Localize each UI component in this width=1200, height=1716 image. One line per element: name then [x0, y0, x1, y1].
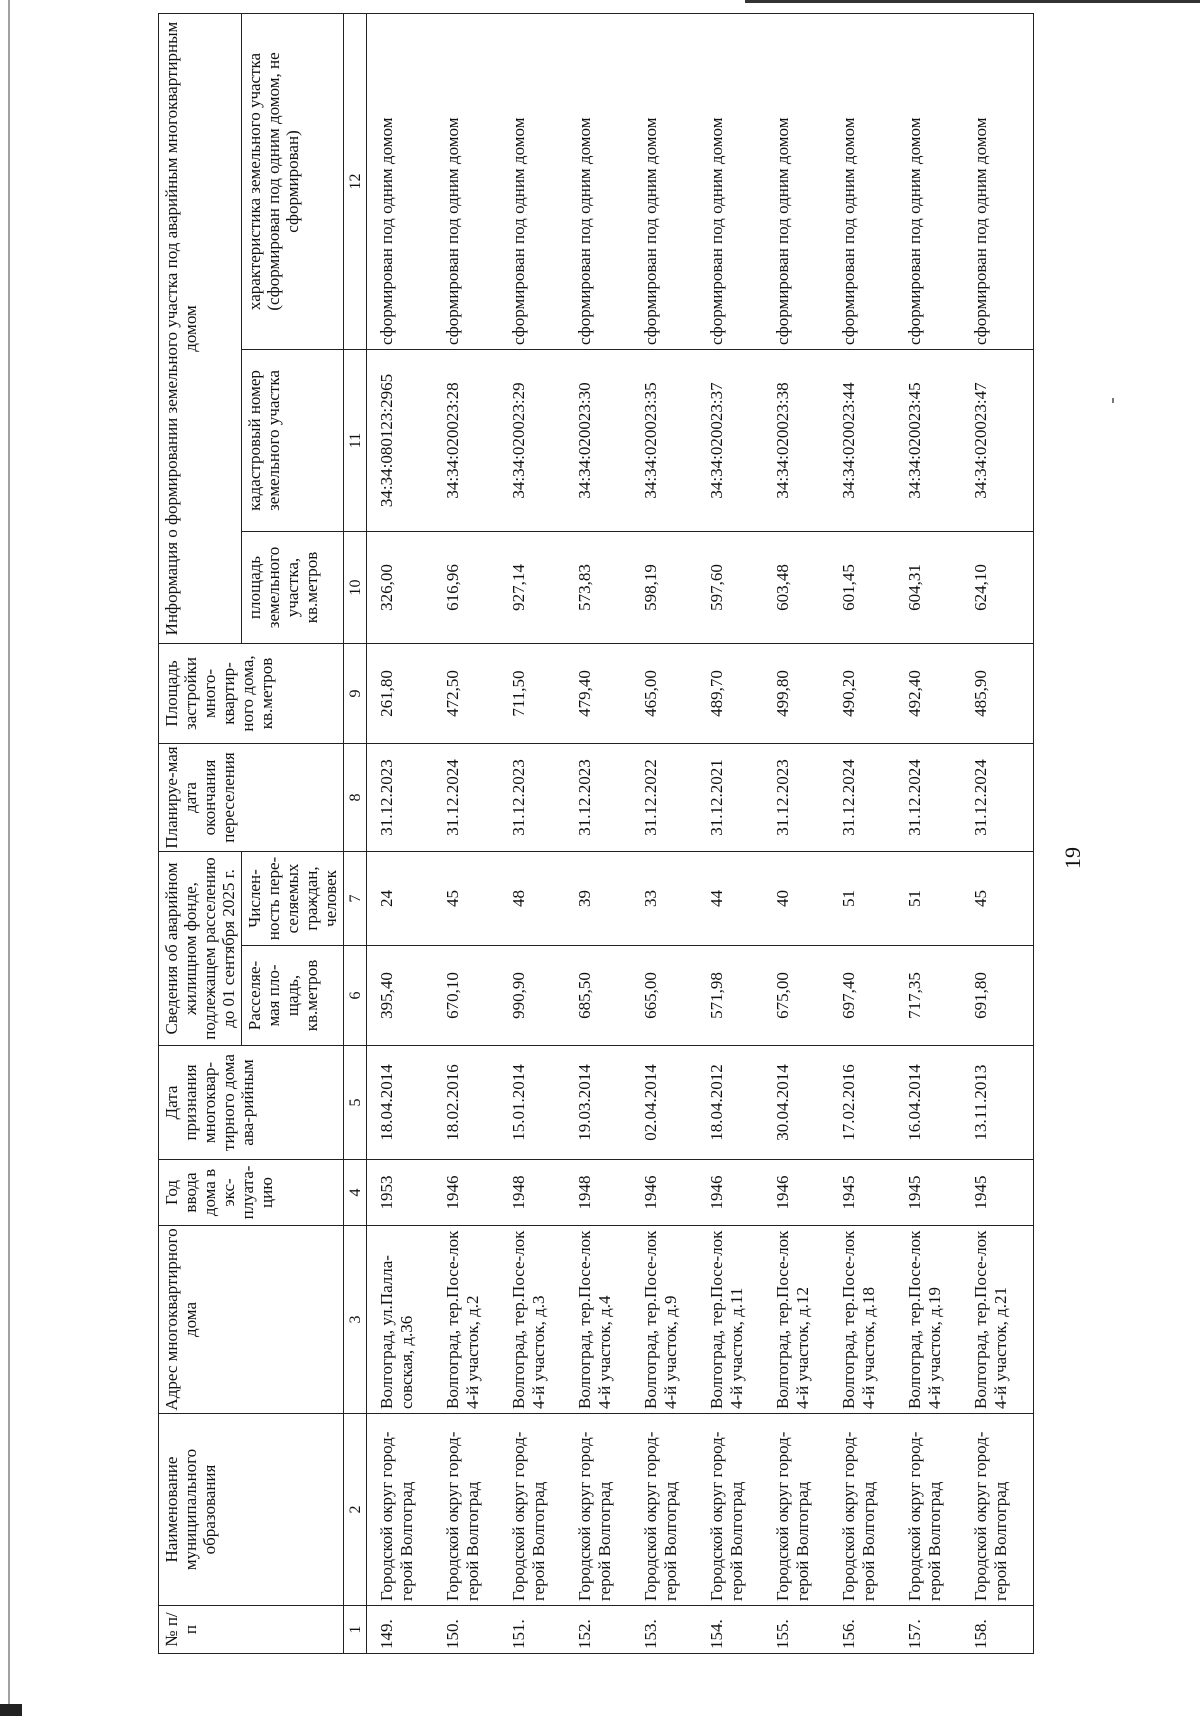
cell-address: Волгоград, ул.Паллa-совская, д.36: [367, 1226, 434, 1414]
header-col-3: Адрес многоквартирного дома: [159, 1226, 344, 1414]
cell-people: 33: [631, 852, 697, 946]
column-number: 7: [344, 852, 367, 946]
cell-land-area: 326,00: [367, 532, 434, 644]
cell-land-area: 927,14: [499, 532, 565, 644]
cell-year: 1948: [499, 1160, 565, 1226]
cell-address: Волгоград, тер.Посе-лок 4-й участок, д.18: [829, 1226, 895, 1414]
cell-cadastral-number: 34:34:020023:30: [565, 350, 631, 532]
header-col-6: Расселяе-мая пло-щадь, кв.метров: [242, 946, 344, 1046]
table-row: [763, 13, 829, 1653]
cell-land-area: 624,10: [961, 532, 1034, 644]
cell-year: 1946: [763, 1160, 829, 1226]
emergency-housing-table: [158, 13, 1034, 1654]
cell-people: 45: [961, 852, 1034, 946]
cell-planned-date: 31.12.2024: [433, 744, 499, 852]
cell-year: 1945: [961, 1160, 1034, 1226]
cell-people: 39: [565, 852, 631, 946]
cell-resettled-area: 670,10: [433, 946, 499, 1046]
cell-year: 1946: [697, 1160, 763, 1226]
cell-land-area: 598,19: [631, 532, 697, 644]
cell-building-area: 711,50: [499, 644, 565, 744]
cell-land-characteristic: сформирован под одним домом: [697, 13, 763, 349]
cell-planned-date: 31.12.2021: [697, 744, 763, 852]
cell-land-characteristic: сформирован под одним домом: [895, 13, 961, 349]
cell-municipality: Городской округ город-герой Волгоград: [961, 1414, 1034, 1606]
cell-year: 1946: [631, 1160, 697, 1226]
cell-land-characteristic: сформирован под одним домом: [499, 13, 565, 349]
column-number: 10: [344, 532, 367, 644]
cell-people: 51: [829, 852, 895, 946]
cell-building-area: 479,40: [565, 644, 631, 744]
cell-recognition-date: 02.04.2014: [631, 1046, 697, 1160]
cell-land-characteristic: сформирован под одним домом: [829, 13, 895, 349]
cell-recognition-date: 18.04.2014: [367, 1046, 434, 1160]
cell-year: 1945: [829, 1160, 895, 1226]
cell-municipality: Городской округ город-герой Волгоград: [829, 1414, 895, 1606]
cell-cadastral-number: 34:34:020023:29: [499, 350, 565, 532]
header-col-5: Дата признания многоквар-тирного дома ава-рийным: [159, 1046, 344, 1160]
cell-land-characteristic: сформирован под одним домом: [433, 13, 499, 349]
header-col-7: Числен-ность пере-селяемых граждан, человек: [242, 852, 344, 946]
header-col-1: № п/п: [159, 1606, 344, 1654]
cell-number: 149.: [367, 1606, 434, 1654]
cell-number: 152.: [565, 1606, 631, 1654]
cell-cadastral-number: 34:34:020023:47: [961, 350, 1034, 532]
header-col-9: Площадь застройки много-квартир-ного дома, кв.метров: [159, 644, 344, 744]
cell-number: 156.: [829, 1606, 895, 1654]
cell-recognition-date: 18.02.2016: [433, 1046, 499, 1160]
cell-cadastral-number: 34:34:020023:28: [433, 350, 499, 532]
column-number: 1: [344, 1606, 367, 1654]
cell-people: 51: [895, 852, 961, 946]
cell-planned-date: 31.12.2023: [763, 744, 829, 852]
table-row: [697, 13, 763, 1653]
header-col-2: Наименование муниципального образования: [159, 1414, 344, 1606]
cell-cadastral-number: 34:34:020023:45: [895, 350, 961, 532]
cell-building-area: 485,90: [961, 644, 1034, 744]
cell-building-area: 492,40: [895, 644, 961, 744]
cell-resettled-area: 697,40: [829, 946, 895, 1046]
housing-table-wrapper: [158, 14, 1034, 1654]
table-row: [433, 13, 499, 1653]
table-row: [829, 13, 895, 1653]
header-col-8: Планируе-мая дата окончания переселения: [159, 744, 344, 852]
cell-land-characteristic: сформирован под одним домом: [631, 13, 697, 349]
table-row: [631, 13, 697, 1653]
cell-resettled-area: 675,00: [763, 946, 829, 1046]
cell-resettled-area: 665,00: [631, 946, 697, 1046]
cell-address: Волгоград, тер.Посе-лок 4-й участок, д.3: [499, 1226, 565, 1414]
column-number: 2: [344, 1414, 367, 1606]
page-number: 19: [1060, 847, 1085, 869]
cell-recognition-date: 16.04.2014: [895, 1046, 961, 1160]
cell-municipality: Городской округ город-герой Волгоград: [697, 1414, 763, 1606]
cell-building-area: 499,80: [763, 644, 829, 744]
cell-building-area: 465,00: [631, 644, 697, 744]
cell-year: 1945: [895, 1160, 961, 1226]
cell-planned-date: 31.12.2023: [367, 744, 434, 852]
cell-resettled-area: 717,35: [895, 946, 961, 1046]
header-col-4: Год ввода дома в экс-плуата-цию: [159, 1160, 344, 1226]
cell-number: 150.: [433, 1606, 499, 1654]
cell-land-area: 601,45: [829, 532, 895, 644]
column-number: 11: [344, 350, 367, 532]
cell-cadastral-number: 34:34:020023:35: [631, 350, 697, 532]
column-number: 6: [344, 946, 367, 1046]
cell-number: 158.: [961, 1606, 1034, 1654]
cell-building-area: 489,70: [697, 644, 763, 744]
cell-year: 1946: [433, 1160, 499, 1226]
cell-number: 151.: [499, 1606, 565, 1654]
cell-land-area: 603,48: [763, 532, 829, 644]
cell-cadastral-number: 34:34:020023:44: [829, 350, 895, 532]
column-number: 8: [344, 744, 367, 852]
cell-number: 157.: [895, 1606, 961, 1654]
cell-people: 48: [499, 852, 565, 946]
cell-land-area: 604,31: [895, 532, 961, 644]
cell-resettled-area: 395,40: [367, 946, 434, 1046]
cell-address: Волгоград, тер.Посе-лок 4-й участок, д.21: [961, 1226, 1034, 1414]
cell-resettled-area: 571,98: [697, 946, 763, 1046]
cell-municipality: Городской округ город-герой Волгоград: [763, 1414, 829, 1606]
table-row: [895, 13, 961, 1653]
cell-resettled-area: 691,80: [961, 946, 1034, 1046]
header-group-6-7: Сведения об аварийном жилищном фонде, подлежащем расселению до 01 сентября 2025 г.: [159, 852, 242, 1046]
cell-planned-date: 31.12.2023: [499, 744, 565, 852]
cell-recognition-date: 15.01.2014: [499, 1046, 565, 1160]
cell-cadastral-number: 34:34:020023:38: [763, 350, 829, 532]
cell-land-area: 616,96: [433, 532, 499, 644]
cell-municipality: Городской округ город-герой Волгоград: [499, 1414, 565, 1606]
cell-people: 44: [697, 852, 763, 946]
cell-address: Волгоград, тер.Посе-лок 4-й участок, д.11: [697, 1226, 763, 1414]
cell-planned-date: 31.12.2024: [961, 744, 1034, 852]
cell-land-characteristic: сформирован под одним домом: [961, 13, 1034, 349]
cell-number: 153.: [631, 1606, 697, 1654]
cell-recognition-date: 13.11.2013: [961, 1046, 1034, 1160]
cell-resettled-area: 990,90: [499, 946, 565, 1046]
table-row: [367, 13, 434, 1653]
cell-recognition-date: 17.02.2016: [829, 1046, 895, 1160]
cell-address: Волгоград, тер.Посе-лок 4-й участок, д.2: [433, 1226, 499, 1414]
cell-land-area: 597,60: [697, 532, 763, 644]
cell-resettled-area: 685,50: [565, 946, 631, 1046]
cell-recognition-date: 19.03.2014: [565, 1046, 631, 1160]
table-body: [367, 13, 1034, 1653]
table-row: [961, 13, 1034, 1653]
cell-municipality: Городской округ город-герой Волгоград: [433, 1414, 499, 1606]
column-number: 9: [344, 644, 367, 744]
cell-recognition-date: 30.04.2014: [763, 1046, 829, 1160]
table-header: [159, 13, 367, 1653]
cell-building-area: 472,50: [433, 644, 499, 744]
cell-planned-date: 31.12.2023: [565, 744, 631, 852]
cell-municipality: Городской округ город-герой Волгоград: [565, 1414, 631, 1606]
cell-municipality: Городской округ город-герой Волгоград: [895, 1414, 961, 1606]
cell-people: 40: [763, 852, 829, 946]
cell-land-area: 573,83: [565, 532, 631, 644]
header-col-10: площадь земельного участка, кв.метров: [242, 532, 344, 644]
cell-municipality: Городской округ город-герой Волгоград: [631, 1414, 697, 1606]
column-number: 5: [344, 1046, 367, 1160]
cell-year: 1953: [367, 1160, 434, 1226]
cell-building-area: 261,80: [367, 644, 434, 744]
column-number: 12: [344, 13, 367, 349]
cell-number: 154.: [697, 1606, 763, 1654]
cell-number: 155.: [763, 1606, 829, 1654]
cell-address: Волгоград, тер.Посе-лок 4-й участок, д.19: [895, 1226, 961, 1414]
cell-planned-date: 31.12.2024: [895, 744, 961, 852]
column-number: 4: [344, 1160, 367, 1226]
cell-planned-date: 31.12.2024: [829, 744, 895, 852]
cell-building-area: 490,20: [829, 644, 895, 744]
cell-land-characteristic: сформирован под одним домом: [367, 13, 434, 349]
cell-cadastral-number: 34:34:020023:37: [697, 350, 763, 532]
cell-year: 1948: [565, 1160, 631, 1226]
cell-land-characteristic: сформирован под одним домом: [565, 13, 631, 349]
cell-address: Волгоград, тер.Посе-лок 4-й участок, д.12: [763, 1226, 829, 1414]
header-col-11: кадастровый номер земельного участка: [242, 350, 344, 532]
cell-planned-date: 31.12.2022: [631, 744, 697, 852]
header-col-12: характеристика земельного участка (сформирован под одним домом, не сформирован): [242, 13, 344, 349]
table-row: [499, 13, 565, 1653]
cell-municipality: Городской округ город-герой Волгоград: [367, 1414, 434, 1606]
column-number: 3: [344, 1226, 367, 1414]
column-number-row: [344, 13, 367, 1653]
cell-recognition-date: 18.04.2012: [697, 1046, 763, 1160]
table-row: [565, 13, 631, 1653]
cell-address: Волгоград, тер.Посе-лок 4-й участок, д.9: [631, 1226, 697, 1414]
cell-people: 24: [367, 852, 434, 946]
header-group-10-12: Информация о формировании земельного участка под аварийным многоквартирным домом: [159, 13, 242, 643]
cell-people: 45: [433, 852, 499, 946]
cell-land-characteristic: сформирован под одним домом: [763, 13, 829, 349]
cell-address: Волгоград, тер.Посе-лок 4-й участок, д.4: [565, 1226, 631, 1414]
cell-cadastral-number: 34:34:080123:2965: [367, 350, 434, 532]
